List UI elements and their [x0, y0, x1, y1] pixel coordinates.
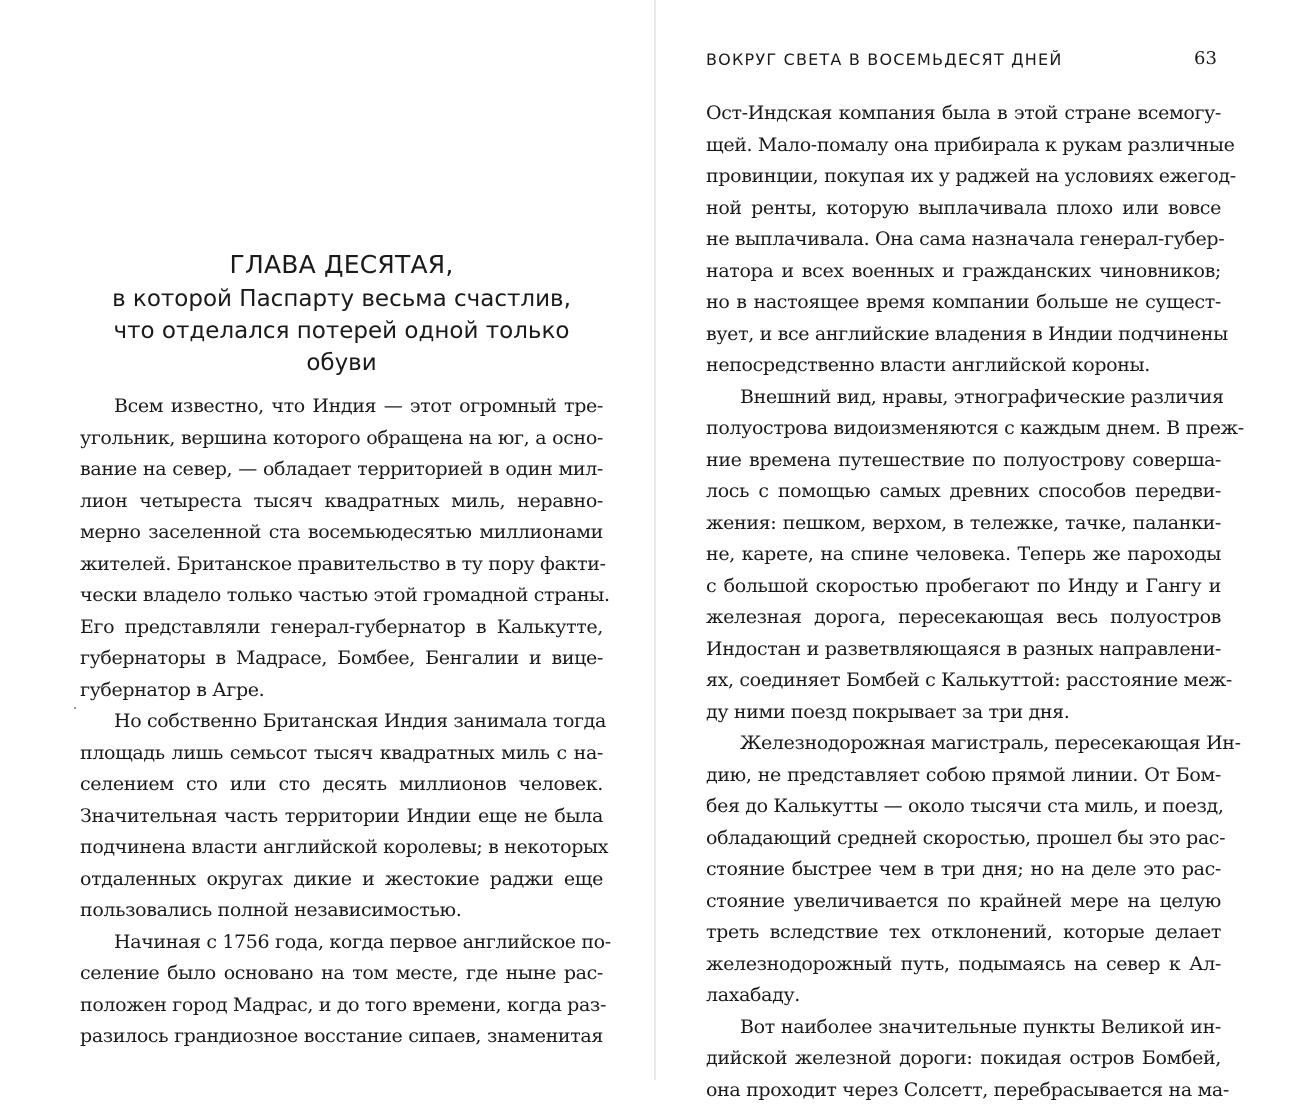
text-line: железнодорожный путь, подымаясь на север к Ал-	[706, 949, 1221, 981]
print-speck	[74, 707, 76, 709]
page-number: 63	[1194, 48, 1217, 69]
text-line: подчинена власти английской королевы; в некоторых	[80, 832, 603, 864]
text-line: губернаторы в Мадрасе, Бомбее, Бенгалии и вице-	[80, 643, 603, 675]
text-line: стояние увеличивается по крайней мере на целую	[706, 886, 1221, 918]
text-line: площадь лишь семьсот тысяч квадратных миль с на-	[80, 738, 603, 770]
text-line: лось с помощью самых древних способов передви-	[706, 476, 1221, 508]
left-text-column	[80, 391, 603, 1053]
text-line: ной ренты, которую выплачивала плохо или вовсе	[706, 193, 1221, 225]
text-line: губернатор в Агре.	[80, 675, 603, 707]
text-line: не выплачивала. Она сама назначала генерал-губер-	[706, 224, 1221, 256]
text-line: дийской железной дороги: покидая остров Бомбей,	[706, 1043, 1221, 1075]
right-text-column	[706, 98, 1221, 1106]
chapter-subtitle-line: в которой Паспарту весьма счастлив,	[80, 283, 603, 315]
text-line: разилось грандиозное восстание сипаев, знаменитая	[80, 1021, 603, 1053]
text-line: полуострова видоизменяются с каждым днем. В преж-	[706, 413, 1221, 445]
text-line: вание на север, — обладает территорией в один мил-	[80, 454, 603, 486]
text-line: щей. Мало-помалу она прибирала к рукам различные	[706, 130, 1221, 162]
text-line: Его представляли генерал-губернатор в Калькутте,	[80, 612, 603, 644]
text-line: положен город Мадрас, и до того времени, когда раз-	[80, 990, 603, 1022]
text-line: отдаленных округах дикие и жестокие раджи еще	[80, 864, 603, 896]
chapter-subtitle-line: что отделался потерей одной только	[80, 315, 603, 347]
text-line: непосредственно власти английской короны.	[706, 350, 1221, 382]
text-line: Ост-Индская компания была в этой стране всемогу-	[706, 98, 1221, 130]
text-line: Всем известно, что Индия — этот огромный тре-	[80, 391, 603, 423]
text-line: жения: пешком, верхом, в тележке, тачке, паланки-	[706, 508, 1221, 540]
right-page	[656, 0, 1311, 1080]
text-line: Железнодорожная магистраль, пересекающая Ин-	[706, 728, 1221, 760]
text-line: мерно заселенной ста восемьюдесятью миллионами	[80, 517, 603, 549]
text-line: вует, и все английские владения в Индии подчинены	[706, 319, 1221, 351]
text-line: провинции, покупая их у раджей на условиях ежегод-	[706, 161, 1221, 193]
text-line: она проходит через Солсетт, перебрасывается на ма-	[706, 1075, 1221, 1106]
text-line: Вот наиболее значительные пункты Великой ин-	[706, 1012, 1221, 1044]
text-line: треть вследствие тех отклонений, которые делает	[706, 917, 1221, 949]
text-line: чески владело только частью этой громадной страны.	[80, 580, 603, 612]
text-line: бея до Калькутты — около тысячи ста миль, и поезд,	[706, 791, 1221, 823]
text-line: железная дорога, пересекающая весь полуостров	[706, 602, 1221, 634]
text-line: угольник, вершина которого обращена на юг, а осно-	[80, 423, 603, 455]
text-line: Значительная часть территории Индии еще не была	[80, 801, 603, 833]
text-line: но в настоящее время компании больше не сущест-	[706, 287, 1221, 319]
running-title: ВОКРУГ СВЕТА В ВОСЕМЬДЕСЯТ ДНЕЙ	[706, 50, 1063, 69]
text-line: ях, соединяет Бомбей с Калькуттой: расстояние меж-	[706, 665, 1221, 697]
text-line: натора и всех военных и гражданских чиновников;	[706, 256, 1221, 288]
text-line: Внешний вид, нравы, этнографические различия	[706, 382, 1221, 414]
text-line: жителей. Британское правительство в ту пору факти-	[80, 549, 603, 581]
text-line: Но собственно Британская Индия занимала тогда	[80, 706, 603, 738]
text-line: обладающий средней скоростью, прошел бы это рас-	[706, 823, 1221, 855]
text-line: лахабаду.	[706, 980, 1221, 1012]
text-line: ду ними поезд покрывает за три дня.	[706, 697, 1221, 729]
chapter-heading	[80, 247, 603, 379]
text-line: с большой скоростью пробегают по Инду и Гангу и	[706, 571, 1221, 603]
text-line: селение было основано на том месте, где ныне рас-	[80, 958, 603, 990]
text-line: Индостан и разветвляющаяся в разных направлени-	[706, 634, 1221, 666]
text-line: пользовались полной независимостью.	[80, 895, 603, 927]
text-line: дию, не представляет собою прямой линии. От Бом-	[706, 760, 1221, 792]
text-line: не, карете, на спине человека. Теперь же пароходы	[706, 539, 1221, 571]
text-line: ние времена путешествие по полуострову соверша-	[706, 445, 1221, 477]
text-line: лион четыреста тысяч квадратных миль, неравно-	[80, 486, 603, 518]
chapter-title: ГЛАВА ДЕСЯТАЯ,	[80, 247, 603, 283]
left-page	[0, 0, 655, 1080]
text-line: стояние быстрее чем в три дня; но на деле это рас-	[706, 854, 1221, 886]
text-line: Начиная с 1756 года, когда первое английское по-	[80, 927, 603, 959]
text-line: селением сто или сто десять миллионов человек.	[80, 769, 603, 801]
chapter-subtitle-line: обуви	[80, 347, 603, 379]
